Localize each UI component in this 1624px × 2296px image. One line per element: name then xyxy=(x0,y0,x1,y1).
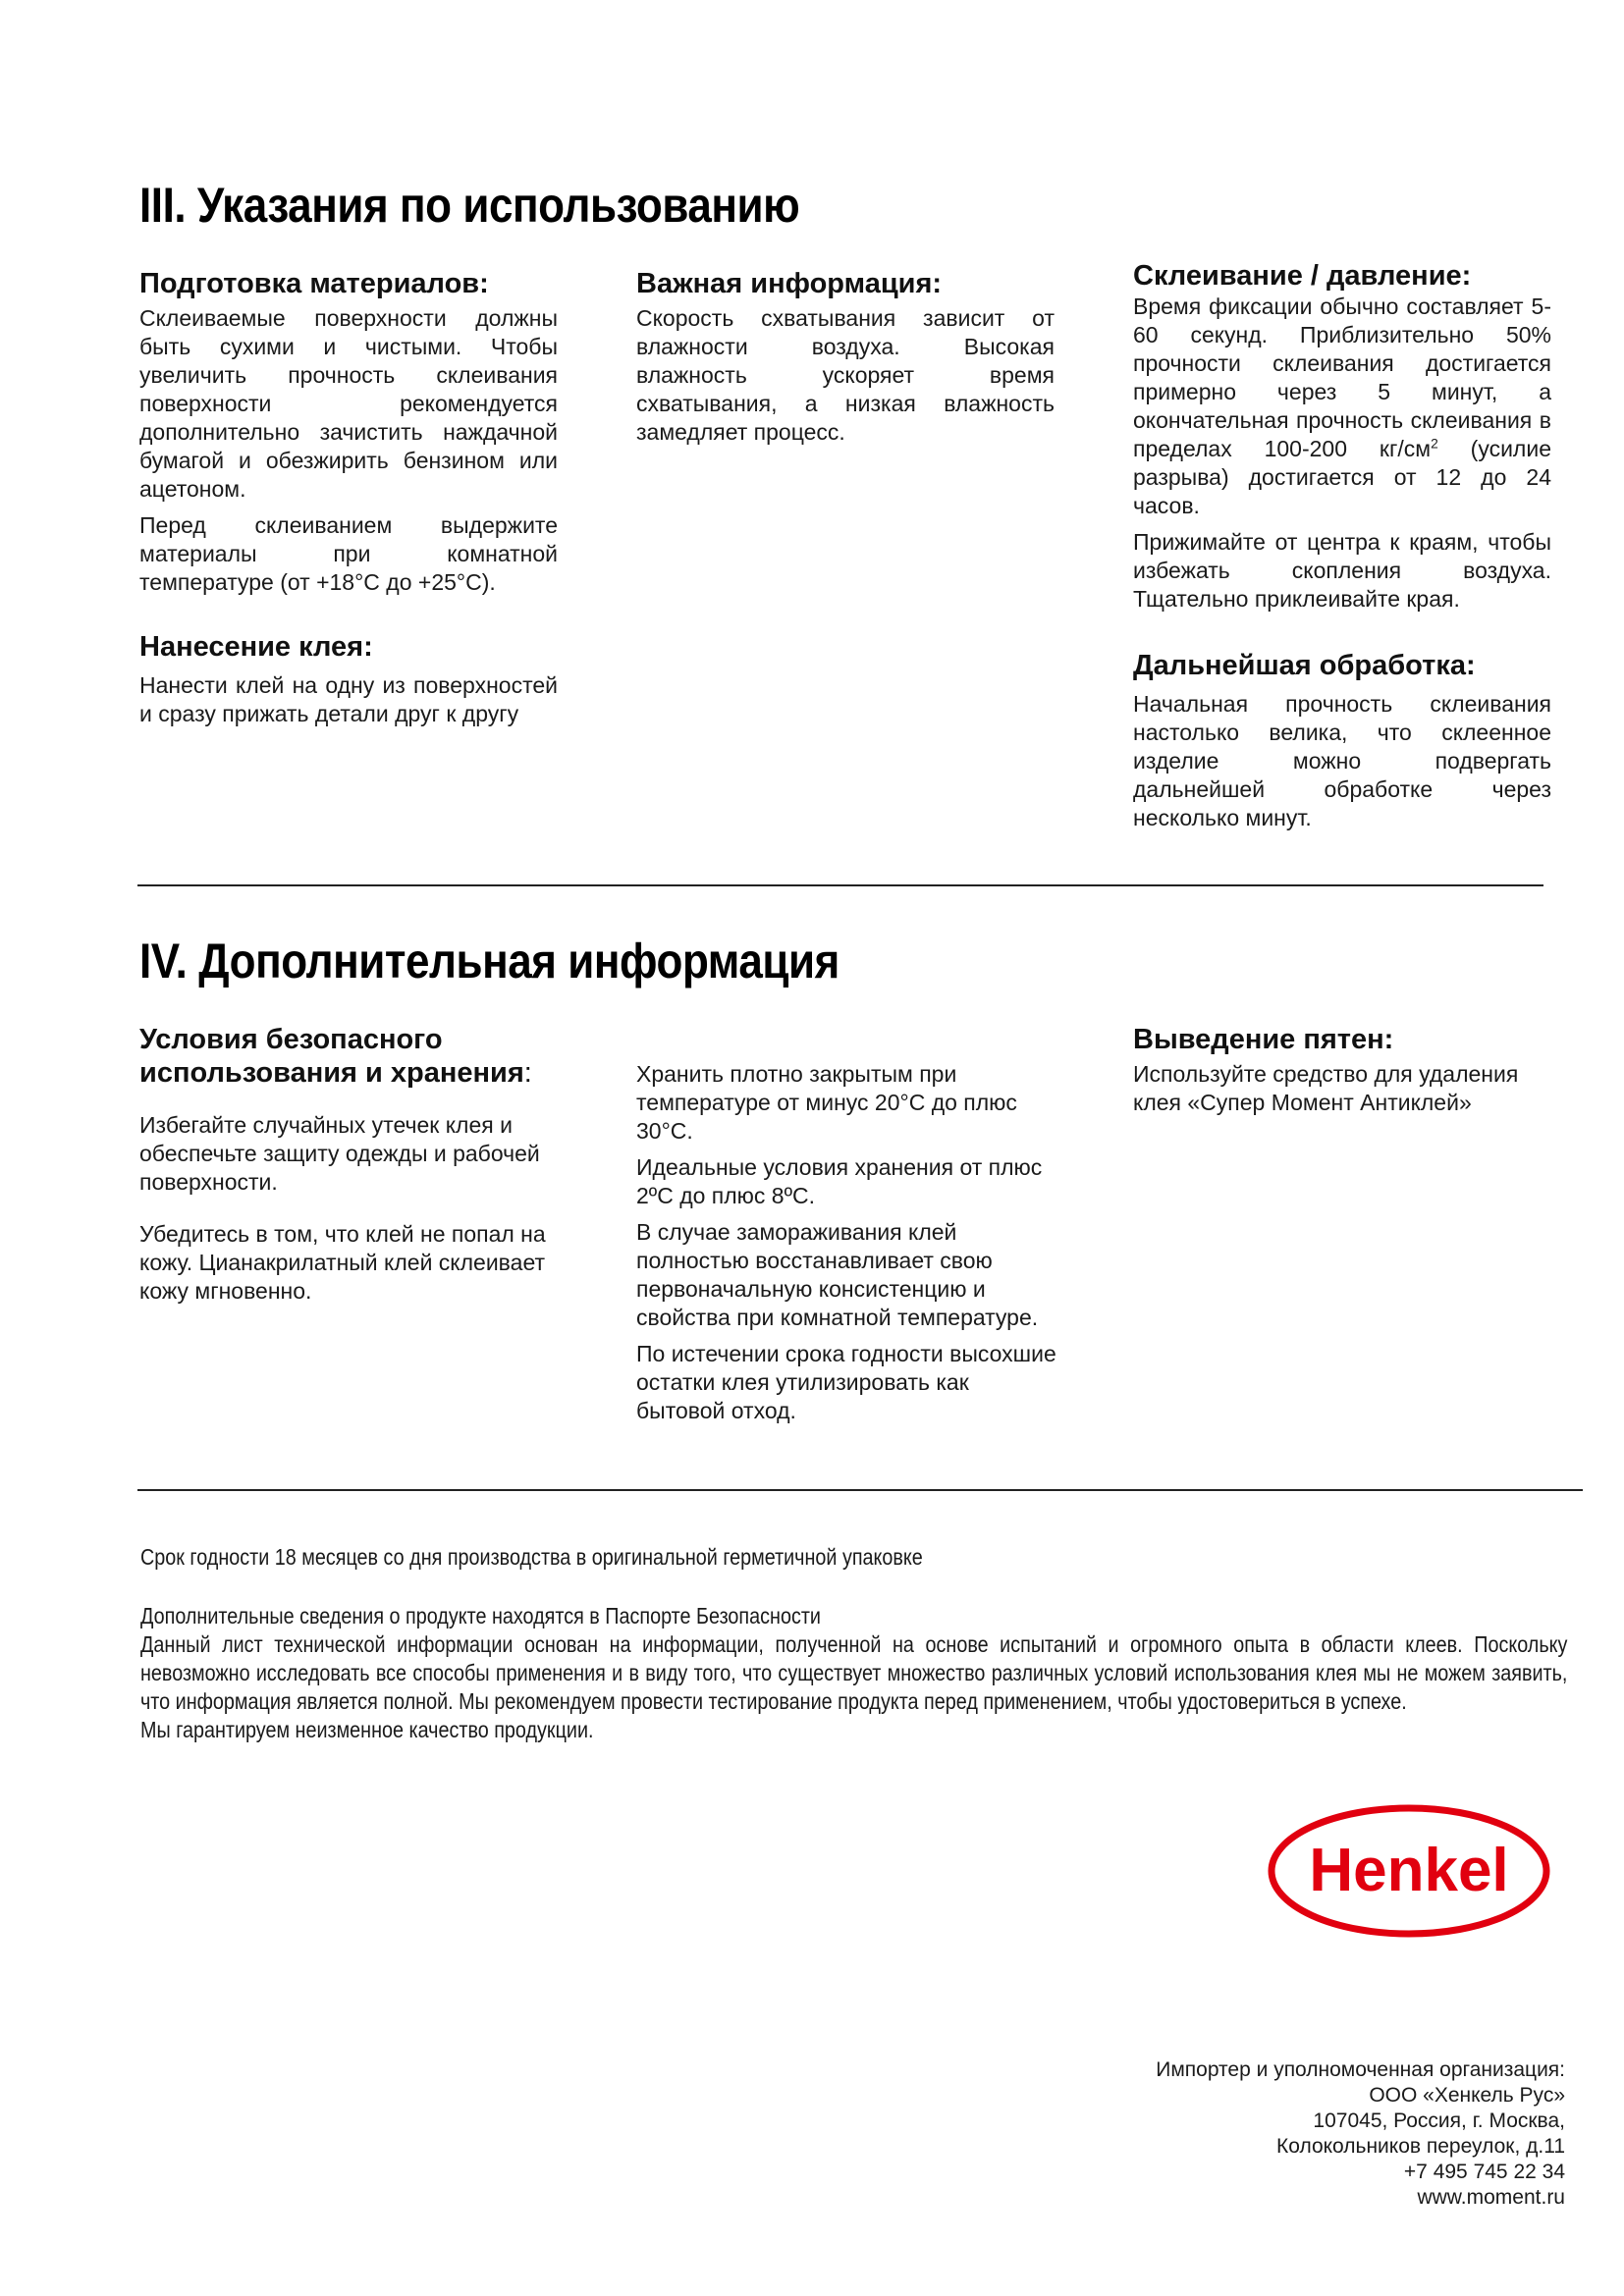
safety-heading-text: Условия безопасного использования и хранения xyxy=(139,1024,524,1089)
prep-heading: Подготовка материалов: xyxy=(139,268,489,299)
henkel-logo-icon xyxy=(1267,1804,1551,1938)
bonding-paragraph-1 xyxy=(1133,293,1551,520)
bonding-text-a: Время фиксации обычно составляет 5-60 секунд. Приблизительно 50% прочности склеивания достигается примерно через 5 минут, а окончательная прочность склеивания в пределах 100-200 кг/см xyxy=(1133,294,1551,461)
important-paragraph: Скорость схватывания зависит от влажности воздуха. Высокая влажность ускоряет время схватывания, а низкая влажность замедляет процесс. xyxy=(636,305,1055,445)
importer-phone: +7 495 745 22 34 xyxy=(1403,2161,1565,2183)
further-paragraph: Начальная прочность склеивания настолько велика, что склеенное изделие можно подвергать дальнейшей обработке через несколько минут. xyxy=(1133,691,1551,830)
importer-city: 107045, Россия, г. Москва, xyxy=(1313,2109,1565,2132)
safety-heading xyxy=(139,1023,562,1090)
prep-paragraph-1: Склеиваемые поверхности должны быть сухими и чистыми. Чтобы увеличить прочность склеивания поверхности рекомендуется дополнительно зачистить наждачной бумагой и обезжирить бензином или ацетоном. xyxy=(139,305,558,502)
importer-street: Колокольников переулок, д.11 xyxy=(1276,2135,1565,2158)
apply-heading: Нанесение клея: xyxy=(139,631,373,663)
safety-paragraph-1: Избегайте случайных утечек клея и обеспечьте защиту одежды и рабочей поверхности. xyxy=(139,1112,540,1195)
bonding-column xyxy=(1133,259,1551,840)
safety-paragraph-2: Убедитесь в том, что клей не попал на кожу. Цианакрилатный клей склеивает кожу мгновенно. xyxy=(139,1221,546,1304)
stains-column xyxy=(1133,1023,1551,1125)
apply-paragraph: Нанести клей на одну из поверхностей и сразу прижать детали друг к другу xyxy=(139,672,558,726)
bonding-paragraph-2: Прижимайте от центра к краям, чтобы избежать скопления воздуха. Тщательно приклеивайте края. xyxy=(1133,529,1551,612)
sds-text: Дополнительные сведения о продукте находятся в Паспорте Безопасности xyxy=(140,1603,821,1629)
further-heading: Дальнейшая обработка: xyxy=(1133,650,1476,681)
divider-1 xyxy=(137,884,1543,886)
guarantee-text: Мы гарантируем неизменное качество продукции. xyxy=(140,1717,594,1742)
stains-heading: Выведение пятен: xyxy=(1133,1024,1394,1055)
bonding-text-b: (усилие разрыва) достигается от 12 до 24 часов. xyxy=(1133,436,1551,518)
stains-paragraph: Используйте средство для удаления клея «Супер Момент Антиклей» xyxy=(1133,1061,1519,1115)
storage-paragraph-1: Хранить плотно закрытым при температуре от минус 20°С до плюс 30°С. xyxy=(636,1061,1017,1144)
importer-address xyxy=(1156,2057,1565,2211)
important-column xyxy=(636,267,1055,454)
storage-paragraph-2: Идеальные условия хранения от плюс 2ºС до плюс 8ºС. xyxy=(636,1154,1043,1208)
footer-block xyxy=(140,1602,1567,1744)
importer-company: ООО «Хенкель Рус» xyxy=(1369,2084,1565,2107)
prep-column xyxy=(139,267,558,736)
prep-paragraph-2: Перед склеиванием выдержите материалы при комнатной температуре (от +18°С до +25°С). xyxy=(139,512,558,595)
importer-website[interactable]: www.moment.ru xyxy=(1417,2186,1565,2209)
storage-paragraph-4: По истечении срока годности высохшие остатки клея утилизировать как бытовой отход. xyxy=(636,1341,1056,1423)
important-heading: Важная информация: xyxy=(636,268,943,299)
safety-heading-colon: : xyxy=(523,1057,532,1089)
importer-label: Импортер и уполномоченная организация: xyxy=(1156,2058,1565,2081)
bonding-heading: Склеивание / давление: xyxy=(1133,260,1472,292)
henkel-logo xyxy=(1267,1804,1551,1938)
divider-2 xyxy=(137,1489,1583,1491)
section-3-title: III. Указания по использованию xyxy=(139,178,800,233)
shelf-life-text: Срок годности 18 месяцев со дня производства в оригинальной герметичной упаковке xyxy=(140,1544,923,1570)
storage-column xyxy=(636,1060,1058,1433)
safety-column xyxy=(139,1023,558,1313)
section-4-title: IV. Дополнительная информация xyxy=(139,934,839,988)
henkel-logo-text: Henkel xyxy=(1309,1837,1509,1904)
storage-paragraph-3: В случае замораживания клей полностью восстанавливает свою первоначальную консистенцию и свойства при комнатной температуре. xyxy=(636,1219,1039,1330)
disclaimer-text: Данный лист технической информации основан на информации, полученной на основе испытаний и огромного опыта в области клеев. Поскольку невозможно исследовать все способы применения и в виду того, что существует множество различных условий использования клея мы не можем заявить, что информация является полной. Мы рекомендуем провести тестирование продукта перед применением, чтобы удостовериться в успехе. xyxy=(140,1631,1568,1714)
superscript: 2 xyxy=(1431,436,1438,452)
